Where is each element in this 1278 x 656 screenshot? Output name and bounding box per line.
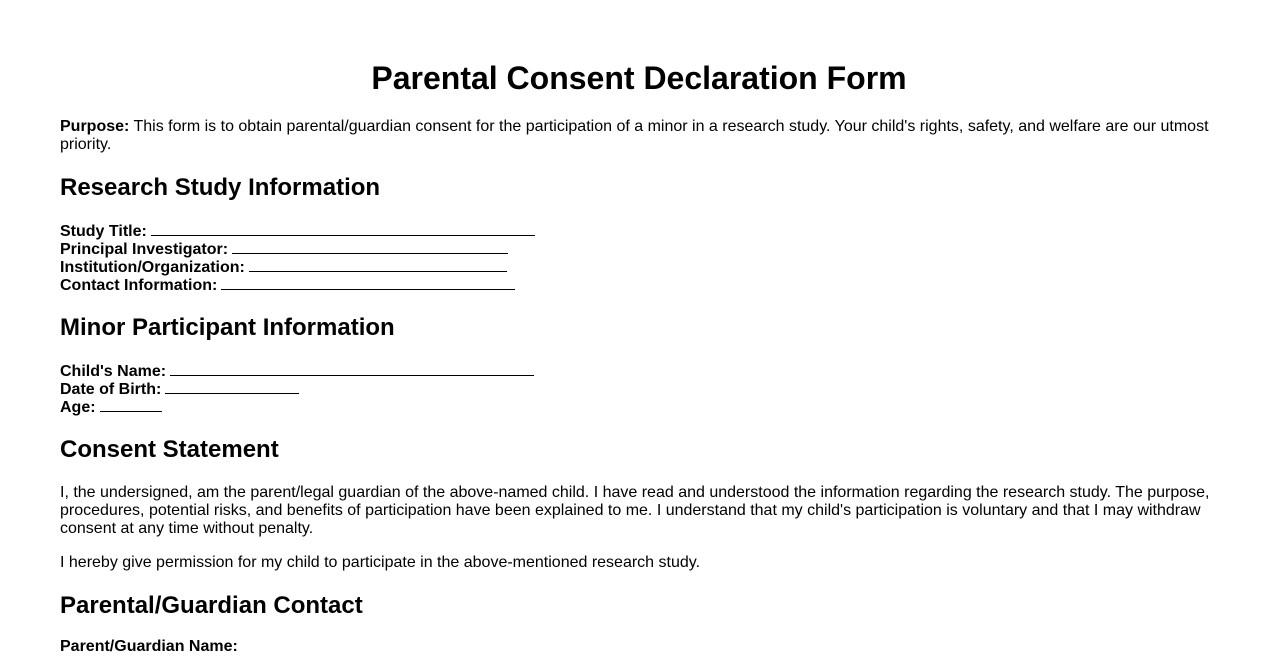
permission-paragraph: I hereby give permission for my child to participate in the above-mentioned research study.: [60, 554, 701, 571]
date-of-birth-label: Date of Birth:: [60, 381, 162, 398]
contact-information-label: Contact Information:: [60, 277, 218, 294]
minor-participant-heading: Minor Participant Information: [60, 314, 395, 341]
contact-information-field: [60, 276, 515, 295]
age-blank[interactable]: [100, 398, 162, 412]
study-title-blank[interactable]: [151, 222, 535, 236]
institution-field: [60, 258, 507, 277]
purpose-text: This form is to obtain parental/guardian consent for the participation of a minor in a research study. Your child's rights, safety, and welfare are our utmost priority.: [60, 118, 1209, 153]
date-of-birth-field: [60, 380, 299, 399]
contact-information-blank[interactable]: [221, 276, 515, 290]
research-study-heading: Research Study Information: [60, 174, 381, 201]
principal-investigator-blank[interactable]: [232, 240, 508, 254]
study-title-label: Study Title:: [60, 223, 147, 240]
child-name-label: Child's Name:: [60, 363, 167, 380]
institution-label: Institution/Organization:: [60, 259, 245, 276]
consent-paragraph: I, the undersigned, am the parent/legal guardian of the above-named child. I have read and understood the information regarding the research study. The purpose, procedures, potential risks, and benefits of participation have been explained to me. I understand that my child's participation is voluntary and that I may withdraw consent at any time without penalty.: [60, 484, 1210, 537]
age-label: Age:: [60, 399, 96, 416]
purpose-paragraph: [60, 118, 1218, 154]
form-title: Parental Consent Declaration Form: [371, 60, 907, 96]
consent-statement-heading: Consent Statement: [60, 436, 279, 463]
child-name-field: [60, 362, 534, 381]
principal-investigator-label: Principal Investigator:: [60, 241, 229, 258]
institution-blank[interactable]: [249, 258, 507, 272]
guardian-contact-heading: Parental/Guardian Contact: [60, 592, 363, 619]
study-title-field: [60, 222, 535, 241]
age-field: [60, 398, 162, 417]
purpose-label: Purpose:: [60, 118, 130, 135]
guardian-name-field: [60, 638, 238, 656]
date-of-birth-blank[interactable]: [165, 380, 299, 394]
guardian-name-label: Parent/Guardian Name:: [60, 638, 238, 655]
principal-investigator-field: [60, 240, 508, 259]
child-name-blank[interactable]: [170, 362, 534, 376]
